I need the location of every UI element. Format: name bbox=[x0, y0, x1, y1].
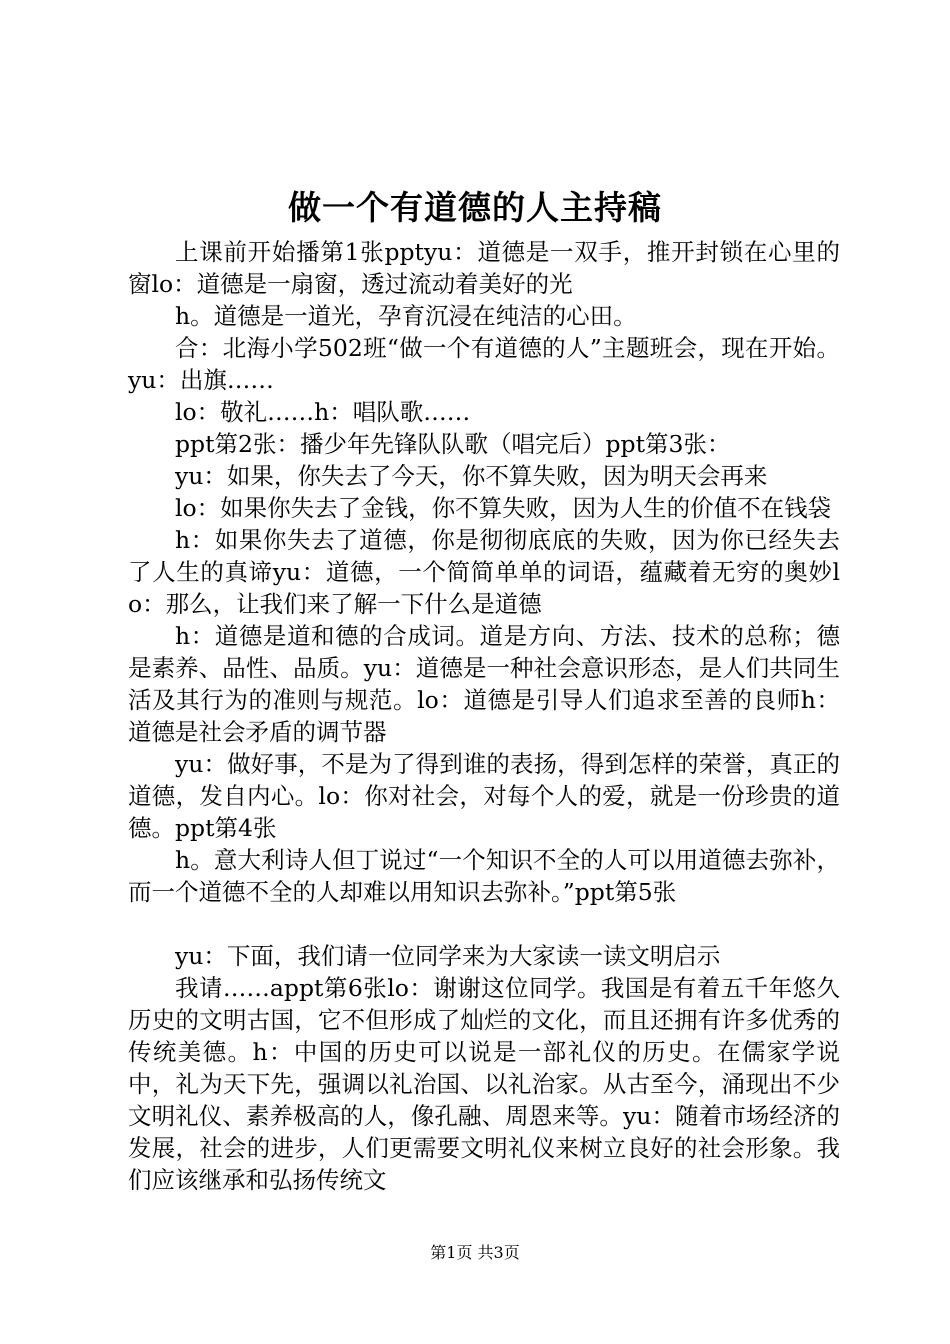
paragraph: yu：下面，我们请一位同学来为大家读一读文明启示 bbox=[175, 942, 721, 970]
page-footer: 第1页 共3页 bbox=[430, 1243, 520, 1262]
paragraph: h。意大利诗人但丁说过“一个知识不全的人可以用道德去弥补，而一个道德不全的人却难以用知识去弥补。”ppt第5张 bbox=[128, 846, 840, 906]
paragraph: h。道德是一道光，孕育沉浸在纯洁的心田。 bbox=[175, 302, 637, 330]
document-body bbox=[128, 236, 840, 1196]
paragraph: h：道德是道和德的合成词。道是方向、方法、技术的总称；德是素养、品性、品质。yu：道德是一种社会意识形态，是人们共同生活及其行为的准则与规范。lo：道德是引导人们追求至善的良师h：道德是社会矛盾的调节器 bbox=[128, 622, 840, 746]
paragraph: yu：做好事，不是为了得到谁的表扬，得到怎样的荣誉，真正的道德，发自内心。lo：你对社会，对每个人的爱，就是一份珍贵的道德。ppt第4张 bbox=[128, 750, 840, 842]
document-title: 做一个有道德的人主持稿 bbox=[288, 188, 662, 227]
paragraph: 我请……appt第6张lo：谢谢这位同学。我国是有着五千年悠久历史的文明古国，它不但形成了灿烂的文化，而且还拥有许多优秀的传统美德。h：中国的历史可以说是一部礼仪的历史。在儒家学说中，礼为天下先，强调以礼治国、以礼治家。从古至今，涌现出不少文明礼仪、素养极高的人，像孔融、周恩来等。yu：随着市场经济的发展，社会的进步，人们更需要文明礼仪来树立良好的社会形象。我们应该继承和弘扬传统文 bbox=[128, 974, 840, 1194]
paragraph: 合：北海小学502班“做一个有道德的人”主题班会，现在开始。yu：出旗…… bbox=[128, 334, 840, 394]
paragraph: lo：敬礼……h：唱队歌…… bbox=[175, 398, 471, 426]
paragraph: h：如果你失去了道德，你是彻彻底底的失败，因为你已经失去了人生的真谛yu：道德，一个简简单单的词语，蕴藏着无穷的奥妙lo：那么，让我们来了解一下什么是道德 bbox=[128, 526, 840, 618]
paragraph: lo：如果你失去了金钱，你不算失败，因为人生的价值不在钱袋 bbox=[175, 494, 832, 522]
paragraph: 上课前开始播第1张pptyu：道德是一双手，推开封锁在心里的窗lo：道德是一扇窗，透过流动着美好的光 bbox=[128, 238, 840, 298]
paragraph: yu：如果，你失去了今天，你不算失败，因为明天会再来 bbox=[175, 462, 768, 490]
paragraph: ppt第2张：播少年先锋队队歌（唱完后）ppt第3张： bbox=[175, 430, 731, 458]
